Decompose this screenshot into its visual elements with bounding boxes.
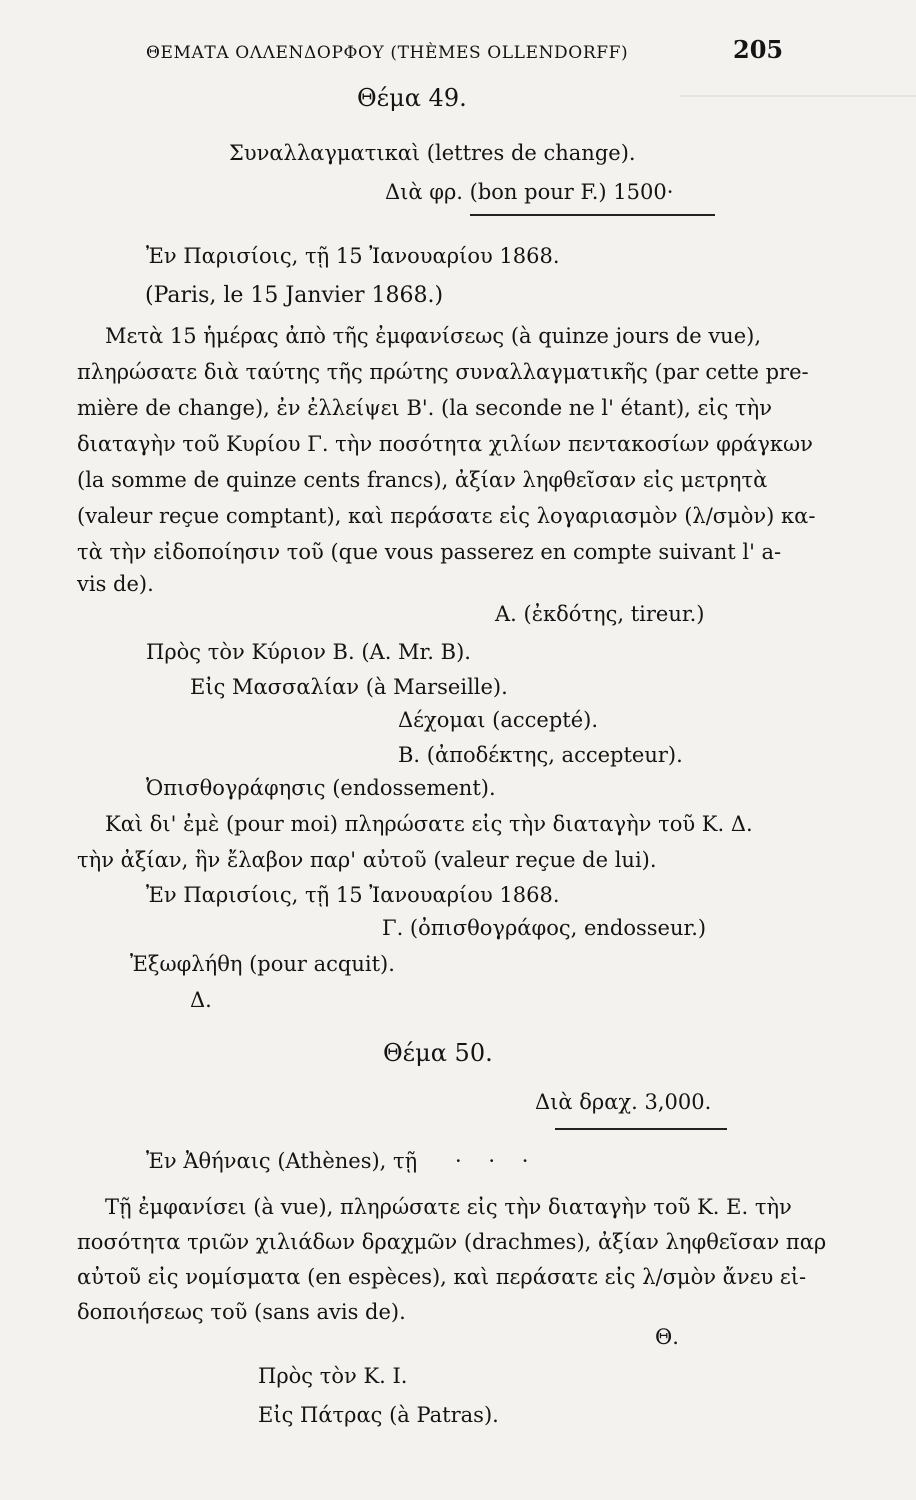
endorsement-line-2: τὴν ἀξίαν, ἣν ἔλαβον παρ' αὐτοῦ (valeur reçue de lui).: [77, 848, 657, 872]
endorsement-date: Ἐν Παρισίοις, τῇ 15 Ἰανουαρίου 1868.: [146, 883, 560, 907]
theme-49-body-line-1: Μετὰ 15 ἡμέρας ἀπὸ τῆς ἐμφανίσεως (à quinze jours de vue),: [105, 324, 762, 348]
theme-49-body-line-6: (valeur reçue comptant), καὶ περάσατε εἰς λογαριασμὸν (λ/σμὸν) κα-: [77, 504, 816, 528]
theme-50-place: Ἐν Ἀθήναις (Athènes), τῇ: [146, 1149, 418, 1173]
page-number: 205: [733, 35, 784, 64]
theme-50-amount: Διὰ δραχ. 3,000.: [535, 1090, 712, 1114]
running-header: ΘΕΜΑΤΑ ΟΛΛΕΝΔΟΡΦΟΥ (THÈMES OLLENDORFF): [146, 43, 629, 63]
paid-by-signature: Δ.: [190, 988, 212, 1012]
endorser: Γ. (ὀπισθογράφος, endosseur.): [382, 916, 707, 940]
theme-50-body-line-2: ποσότητα τριῶν χιλιάδων δραχμῶν (drachmes), ἀξίαν ληφθεῖσαν παρ: [77, 1230, 827, 1254]
theme-49-body-line-8: vis de).: [77, 572, 154, 596]
theme-49-place-date-greek: Ἐν Παρισίοις, τῇ 15 Ἰανουαρίου 1868.: [146, 244, 560, 268]
theme-49-body-line-3: mière de change), ἐν ἐλλείψει Β'. (la seconde ne l' étant), εἰς τὴν: [77, 396, 772, 420]
theme-49-addressee: Πρὸς τὸν Κύριον Β. (A. Mr. B).: [146, 640, 471, 664]
endorsement-title: Ὀπισθογράφησις (endossement).: [146, 776, 496, 800]
theme-49-body-line-4: διαταγὴν τοῦ Κυρίου Γ. τὴν ποσότητα χιλίων πεντακοσίων φράγκων: [77, 432, 813, 456]
theme-50-body-line-1: Τῇ ἐμφανίσει (à vue), πληρώσατε εἰς τὴν διαταγὴν τοῦ Κ. Ε. τὴν: [105, 1195, 792, 1219]
theme-49-title: Θέμα 49.: [357, 84, 467, 112]
theme-50-city: Εἰς Πάτρας (à Patras).: [258, 1403, 499, 1427]
theme-49-body-line-5: (la somme de quinze cents francs), ἀξίαν ληφθεῖσαν εἰς μετρητὰ: [77, 468, 768, 492]
theme-50-amount-rule: [555, 1128, 727, 1130]
paid-note: Ἐξωφλήθη (pour acquit).: [130, 952, 395, 976]
theme-50-title: Θέμα 50.: [383, 1039, 493, 1067]
theme-49-acceptor: Β. (ἀποδέκτης, accepteur).: [398, 743, 683, 767]
theme-50-addressee: Πρὸς τὸν Κ. Ι.: [258, 1364, 408, 1388]
theme-49-drawer: Α. (ἐκδότης, tireur.): [495, 602, 705, 626]
amount-rule: [470, 214, 715, 216]
theme-49-body-line-7: τὰ τὴν εἰδοποίησιν τοῦ (que vous passerez en compte suivant l' a-: [77, 540, 782, 564]
theme-49-amount: Διὰ φρ. (bon pour F.) 1500·: [385, 180, 674, 204]
theme-50-date-placeholder: · · ·: [455, 1149, 539, 1173]
theme-49-accepted: Δέχομαι (accepté).: [398, 708, 598, 732]
bleed-through-shadow: [680, 95, 916, 97]
endorsement-line-1: Καὶ δι' ἐμὲ (pour moi) πληρώσατε εἰς τὴν διαταγὴν τοῦ Κ. Δ.: [105, 812, 753, 836]
theme-50-body-line-4: δοποιήσεως τοῦ (sans avis de).: [77, 1300, 406, 1324]
theme-50-signature: Θ.: [655, 1325, 679, 1349]
theme-50-body-line-3: αὐτοῦ εἰς νομίσματα (en espèces), καὶ περάσατε εἰς λ/σμὸν ἄνευ εἰ-: [77, 1265, 807, 1289]
theme-49-body-line-2: πληρώσατε διὰ ταύτης τῆς πρώτης συναλλαγματικῆς (par cette pre-: [77, 360, 809, 384]
theme-49-subtitle: Συναλλαγματικαὶ (lettres de change).: [229, 141, 636, 165]
theme-49-place-date-french: (Paris, le 15 Janvier 1868.): [145, 283, 444, 308]
theme-49-city: Εἰς Μασσαλίαν (à Marseille).: [190, 675, 508, 699]
